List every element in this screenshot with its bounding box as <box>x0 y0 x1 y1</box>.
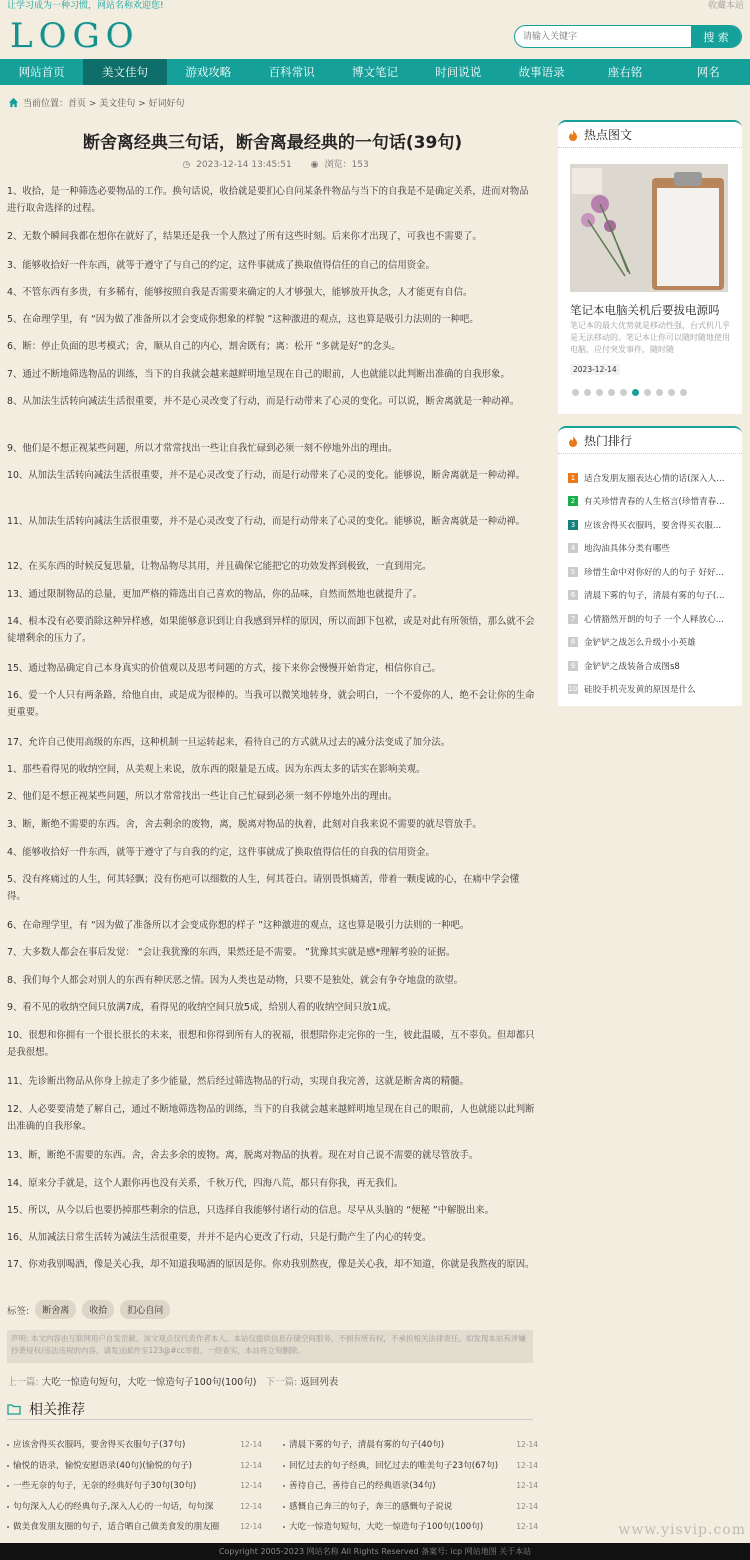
ranking-item[interactable] <box>568 537 733 560</box>
article-paragraph: 12、在买东西的时候反复思量，让物品物尽其用，并且确保它能把它的功效发挥到极致，一直到用完。 <box>7 561 432 572</box>
ranking-item-title[interactable]: 珍惜生命中对你好的人的句子 好好... <box>584 567 724 578</box>
related-item[interactable] <box>7 1518 262 1536</box>
rank-number-badge: 2 <box>568 496 578 506</box>
article-paragraph: 3、断，断绝不需要的东西。舍，舍去剩余的废物，离，脱离对物品的执着，此刻对自我来说不需要的就尽管放手。 <box>7 819 482 830</box>
ranking-item-title[interactable]: 金铲铲之战装备合成图s8 <box>584 661 680 672</box>
article-paragraph: 5、在命理学里，有 “因为做了准备所以才会变成你想象的样貌 ”这种激进的观点，这也算是吸引力法则的一种吧。 <box>7 314 479 325</box>
article-paragraph: 2、无数个瞬间我都在想你在就好了，结果还是我一个人熬过了所有这些时刻。后来你才出现了，可我也不需要了。 <box>7 231 482 242</box>
carousel-dot[interactable] <box>572 389 579 396</box>
carousel-dot[interactable] <box>668 389 675 396</box>
related-item[interactable] <box>7 1498 262 1516</box>
eye-icon: ◉ <box>310 160 319 170</box>
home-icon <box>8 97 19 108</box>
related-item-title[interactable]: 愉悦的语录，愉悦安慰语录(40句)(愉悦的句子) <box>13 1460 193 1471</box>
prev-label: 上一篇: <box>7 1377 39 1388</box>
folder-icon <box>7 1403 21 1415</box>
search-input[interactable] <box>515 26 693 47</box>
tag-item[interactable]: 扪心自问 <box>120 1300 170 1319</box>
related-item[interactable] <box>283 1518 538 1536</box>
article-paragraph: 10、从加法生活转向减法生活很重要，并不是心灵改变了行动，而是行动带来了心灵的变化。能够说，断舍离就是一种动禅。 <box>7 470 526 481</box>
article-paragraph: 1、那些看得见的收纳空间，从美观上来说，放东西的限量是五成。因为东西太多的话实在影响美观。 <box>7 764 426 775</box>
tag-item[interactable]: 收拾 <box>82 1300 114 1319</box>
rank-number-badge: 7 <box>568 614 578 624</box>
related-item-date: 12-14 <box>516 1522 538 1531</box>
article-paragraph: 14、原来分手就是，这个人跟你再也没有关系，千秋万代，四海八荒，都只有你我，再无我们。 <box>7 1178 404 1189</box>
tag-bar <box>7 1300 170 1319</box>
hot-picture-title[interactable]: 笔记本电脑关机后要拔电源吗 <box>570 303 720 317</box>
carousel-dot[interactable] <box>680 389 687 396</box>
search-button[interactable]: 搜 索 <box>691 26 741 47</box>
rank-number-badge: 5 <box>568 567 578 577</box>
related-item-title[interactable]: 回忆过去的句子经典，回忆过去的唯美句子23句(67句) <box>289 1460 499 1471</box>
carousel-dot[interactable] <box>656 389 663 396</box>
related-item[interactable] <box>7 1477 262 1495</box>
carousel-dots <box>572 389 687 396</box>
hot-ranking-panel <box>558 426 742 706</box>
carousel-dot[interactable] <box>608 389 615 396</box>
article-paragraph: 7、通过不断地筛选物品的训练，当下的自我就会越来越鲜明地呈现在自己的眼前，人也就能以此判断出准确的自我形象。 <box>7 369 510 380</box>
clipboard-photo <box>570 164 728 292</box>
ranking-item-title[interactable]: 心情豁然开朗的句子 一个人释放心... <box>584 614 724 625</box>
article-paragraph: 4、不管东西有多贵，有多稀有，能够按照自我是否需要来确定的人才够强大，能够放开执念，人才能更有自信。 <box>7 287 473 298</box>
ranking-item[interactable] <box>568 513 733 536</box>
article-paragraph: 12、人必要要清楚了解自己，通过不断地筛选物品的训练，当下的自我就会越来越鲜明地呈现在自己的眼前，人也就能以此判断出准确的自我形象。 <box>7 1104 535 1132</box>
article-paragraph: 9、看不见的收纳空间只放满7成，看得见的收纳空间只放5成，给别人看的收纳空间只放1成。 <box>7 1002 397 1013</box>
hot-picture-date: 2023-12-14 <box>570 364 620 375</box>
tag-item[interactable]: 断舍离 <box>35 1300 76 1319</box>
rank-number-badge: 10 <box>568 685 578 693</box>
carousel-dot[interactable] <box>596 389 603 396</box>
ranking-item-title[interactable]: 清晨下雾的句子，清晨有雾的句子(... <box>584 591 725 601</box>
related-item-title[interactable]: 感慨自己奔三的句子，奔三的感慨句子说说 <box>289 1501 453 1512</box>
rank-number-badge: 4 <box>568 543 578 553</box>
ranking-item-title[interactable]: 适合发朋友圈表达心情的话(深入人... <box>584 473 725 484</box>
carousel-dot[interactable] <box>644 389 651 396</box>
related-item-title[interactable]: 一些无奈的句子，无奈的经典好句子30句(30句) <box>13 1481 197 1491</box>
article-paragraph: 15、通过物品确定自己本身真实的价值观以及思考问题的方式，接下来你会慢慢开始肯定，相信你自己。 <box>7 663 441 674</box>
article-paragraph: 11、先诊断出物品从你身上掠走了多少能量，然后经过筛选物品的行动，实现自我完善，这就是断舍离的精髓。 <box>7 1076 469 1087</box>
ranking-item-title[interactable]: 硅胶手机壳发黄的原因是什么 <box>584 685 696 695</box>
bookmark-link[interactable]: 收藏本站 <box>707 1 744 11</box>
ranking-item[interactable] <box>568 678 733 701</box>
article-paragraph: 17、允许自己使用高级的东西，这种机制一旦运转起来，看待自己的方式就从过去的减分法变成了加分法。 <box>7 737 451 748</box>
article-paragraph: 8、从加法生活转向减法生活很重要，并不是心灵改变了行动，而是行动带来了心灵的变化。可以说，断舍离就是一种动禅。 <box>7 396 520 407</box>
ranking-item-title[interactable]: 有关珍惜青春的人生格言(珍惜青春... <box>584 497 725 507</box>
watermark: www.yisvip.com <box>618 1522 746 1538</box>
related-item-date: 12-14 <box>516 1460 538 1470</box>
hot-pictures-heading <box>558 122 742 148</box>
nav-item-moments[interactable]: 时间说说 <box>435 65 482 79</box>
copyright-notice: 声明: 本文内容由互联网用户自发贡献，该文观点仅代表作者本人。本站仅提供信息存储空间服务，不拥有所有权，不承担相关法律责任。如发现本站有涉嫌抄袭侵权/违法违规的内容，请发送邮件至123@#cc举报，一经查实，本站将立刻删除。 <box>7 1330 533 1363</box>
article-paragraph: 2、他们是不想正视某些问题，所以才常常找出一些让自己忙碌到必须一刻不停地外出的理由。 <box>7 791 398 802</box>
related-title: 相关推荐 <box>29 1401 85 1418</box>
ranking-item-title[interactable]: 地沟油具体分类有哪些 <box>584 544 670 554</box>
related-item-date: 12-14 <box>516 1501 538 1511</box>
article-paragraph: 6、在命理学里，有 “因为做了准备所以才会变成你想的样子 ”这种激进的观点，这也算是吸引力法则的一种吧。 <box>7 920 470 931</box>
article-paragraph: 13、断，断绝不需要的东西。舍，舍去多余的废物。离，脱离对物品的执着。现在对自己说不需要的就尽管放手。 <box>7 1150 479 1161</box>
related-item-date: 12-14 <box>240 1440 262 1449</box>
ranking-item-title[interactable]: 金铲铲之战怎么升级小小英雄 <box>584 638 696 648</box>
tags-label: 标签: <box>7 1305 30 1317</box>
ranking-item[interactable] <box>568 584 733 607</box>
article-paragraph: 16、从加减法日常生活转为减法生活很重要，并并不是内心更改了行动，只是行動产生了内心的转变。 <box>7 1232 432 1243</box>
article-paragraph: 8、我们每个人都会对别人的东西有种厌恶之情。因为人类也是动物，只要不是独处，就会有争夺地盘的欲望。 <box>7 975 463 986</box>
nav-item-blog[interactable]: 博文笔记 <box>351 65 398 79</box>
hot-pictures-title: 热点图文 <box>584 128 633 142</box>
article-paragraph: 5、没有疼痛过的人生，何其轻飘；没有伤疤可以细数的人生，何其苍白。请别畏惧痛苦，带着一颗虔诚的心，在痛中学会懂得。 <box>7 874 520 902</box>
site-logo[interactable]: LOGO <box>10 16 140 56</box>
article-paragraph: 4、能够收拾好一件东西，就等于遵守了与自我的约定，这件事就成了换取值得信任的自我的信用资金。 <box>7 847 435 858</box>
related-item-date: 12-14 <box>240 1481 262 1490</box>
prev-next-links <box>7 1374 338 1388</box>
article-paragraph: 11、从加法生活转向减法生活很重要，并不是心灵改变了行动，而是行动带来了心灵的变化。能够说，断舍离就是一种动禅。 <box>7 516 526 527</box>
related-heading <box>7 1398 533 1420</box>
carousel-dot[interactable] <box>584 389 591 396</box>
related-item-title[interactable]: 善待自己，善待自己的经典语录(34句) <box>289 1481 436 1491</box>
prev-article-link[interactable]: 大吃一惊造句短句，大吃一惊造句子100句(100句) <box>41 1377 257 1388</box>
article-paragraph: 15、所以，从今以后也要扔掉那些剩余的信息，只选择自我能够付诸行动的信息。尽早从头脑的 “便秘 ”中解脱出来。 <box>7 1205 494 1216</box>
top-bar <box>0 0 750 12</box>
hot-ranking-title: 热门排行 <box>584 434 633 448</box>
nav-item-encyclopedia[interactable]: 百科常识 <box>268 65 315 79</box>
related-item[interactable] <box>283 1498 538 1516</box>
clock-icon: ◷ <box>182 160 191 170</box>
rank-number-badge: 3 <box>568 520 578 530</box>
article-title: 断舍离经典三句话，断舍离最经典的一句话(39句) <box>82 133 463 153</box>
related-item-title[interactable]: 做美食发朋友圈的句子，适合晒自己做美食发的朋友圈 <box>13 1522 220 1532</box>
hot-pictures-panel <box>558 120 742 414</box>
nav-item-games[interactable]: 游戏攻略 <box>185 65 232 79</box>
main-nav <box>0 59 750 85</box>
related-item[interactable] <box>283 1477 538 1495</box>
related-item-date: 12-14 <box>240 1460 262 1470</box>
related-item-date: 12-14 <box>240 1522 262 1531</box>
article-paragraph: 13、通过限制物品的总量，更加严格的筛选出自己喜欢的物品，你的品味，自然而然地也就提升了。 <box>7 589 423 600</box>
article-paragraph: 14、根本没有必要消除这种异样感，如果能够意识到让自我感到异样的原因，所以而卸下包袱，或是对此有所领悟，那么就不会徒增剩余的压力了。 <box>7 616 535 644</box>
ranking-item[interactable] <box>568 607 733 630</box>
ranking-item[interactable] <box>568 560 733 583</box>
nav-item-nicknames[interactable]: 网名 <box>696 65 720 79</box>
article-paragraph: 3、能够收拾好一件东西，就等于遵守了与自己的约定，这件事就成了换取值得信任的自己的信用资金。 <box>7 260 435 271</box>
related-item[interactable] <box>283 1457 538 1475</box>
related-item[interactable] <box>283 1436 538 1454</box>
rank-number-badge: 6 <box>568 590 578 600</box>
ranking-item[interactable] <box>568 631 733 654</box>
article-paragraph: 7、大多数人都会在事后发觉： “会让我犹豫的东西，果然还是不需要。 ”犹豫其实就是感*理解考验的证据。 <box>7 947 456 958</box>
article-paragraph: 16、爱一个人只有两条路，给他自由，或是成为很棒的。当我可以微笑地转身，就会明白，一个不爱你的人，绝不会让你的生命更重要。 <box>7 690 535 718</box>
next-article-link[interactable]: 返回列表 <box>300 1377 339 1388</box>
related-item-title[interactable]: 大吃一惊造句短句，大吃一惊造句子100句(100句) <box>289 1522 484 1532</box>
related-item-date: 12-14 <box>516 1440 538 1449</box>
article-paragraph: 6、断：停止负面的思考模式；舍，顺从自己的内心，割舍既有；离：松开 “多就是好”的念头。 <box>7 341 401 352</box>
rank-number-badge: 9 <box>568 661 578 671</box>
article-views: 浏览：153 <box>324 160 369 170</box>
breadcrumb-text[interactable]: 当前位置：首页 > 美文佳句 > 好词好句 <box>23 99 185 109</box>
related-item-date: 12-14 <box>516 1481 538 1490</box>
breadcrumb <box>8 96 185 109</box>
fire-icon <box>568 130 578 141</box>
ranking-item[interactable] <box>568 654 733 677</box>
related-item-title[interactable]: 句句深入人心的经典句子,深入人心的一句话，句句深 <box>13 1501 214 1512</box>
next-label: 下一篇: <box>265 1377 298 1388</box>
nav-item-articles[interactable]: 美文佳句 <box>83 59 166 85</box>
nav-item-mottos[interactable]: 座右铭 <box>607 65 643 79</box>
fire-icon <box>568 436 578 447</box>
ranking-item-title[interactable]: 应该舍得买衣服吗，要舍得买衣服... <box>584 520 722 531</box>
nav-item-home[interactable]: 网站首页 <box>18 65 65 79</box>
related-item-title[interactable]: 清晨下雾的句子，清晨有雾的句子(40句) <box>289 1440 445 1450</box>
article-paragraph: 9、他们是不想正视某些问题，所以才常常找出一些让自我忙碌到必须一刻不停地外出的理由。 <box>7 443 398 454</box>
article-meta <box>0 157 545 170</box>
related-item[interactable] <box>7 1457 262 1475</box>
hot-ranking-heading <box>558 428 742 454</box>
related-item-title[interactable]: 应该舍得买衣服吗，要舍得买衣服句子(37句) <box>13 1440 186 1450</box>
related-item-date: 12-14 <box>240 1501 262 1511</box>
ranking-item[interactable] <box>568 490 733 513</box>
article-paragraph: 17、你劝我别喝酒，像是关心我，却不知道我喝酒的原因是你。你劝我别熬夜，像是关心我，却不知道，你就是我熬夜的原因。 <box>7 1259 535 1270</box>
footer: Copyright 2005-2023 网站名称 All Rights Reserved 备案号: icp 网站地图 关于本站 <box>0 1543 750 1560</box>
slogan: 让学习成为一种习惯，网站名称欢迎您! <box>7 1 164 11</box>
search-box <box>514 25 742 48</box>
rank-number-badge: 8 <box>568 637 578 647</box>
article-paragraph: 1、收拾，是一种筛选必要物品的工作。换句话说，收拾就是要扪心自问某条件物品与当下的自我是不是确定关系，进而对物品进行取舍选择的过程。 <box>7 186 529 214</box>
carousel-dot-active[interactable] <box>632 389 639 396</box>
nav-item-stories[interactable]: 故事语录 <box>518 65 565 79</box>
carousel-dot[interactable] <box>620 389 627 396</box>
related-item[interactable] <box>7 1436 262 1454</box>
hot-picture-image[interactable] <box>570 164 728 292</box>
article-paragraph: 10、很想和你拥有一个很长很长的未来，很想和你得到所有人的祝福，很想陪你走完你的一生，彼此温暖，互不辜负。但却都只是我很想。 <box>7 1030 535 1058</box>
ranking-item[interactable] <box>568 466 733 489</box>
hot-picture-desc: 笔记本的最大优势就是移动性强，台式机几乎是无法移动的。笔记本让你可以随时随地使用电脑，应付突发事件，随时随 <box>570 321 730 354</box>
rank-number-badge: 1 <box>568 473 578 483</box>
article-date: 2023-12-14 13:45:51 <box>196 160 292 170</box>
